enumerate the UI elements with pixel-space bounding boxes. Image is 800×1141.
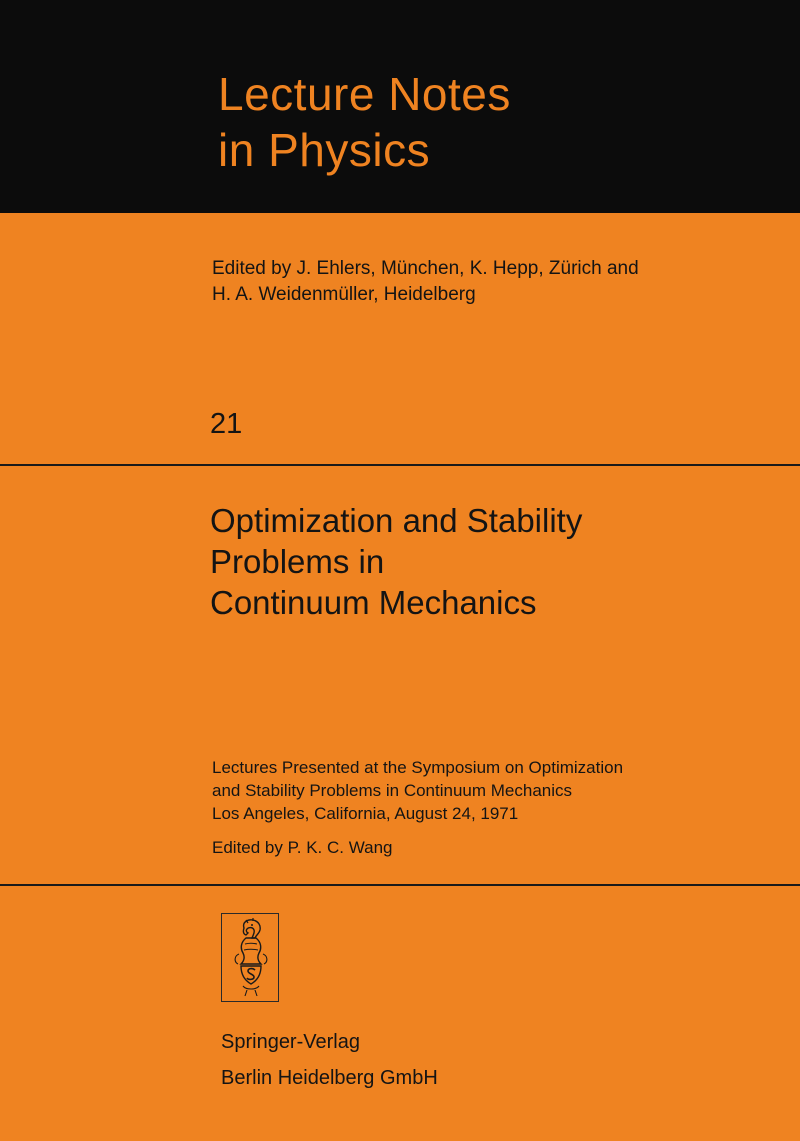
series-editors-line-1: Edited by J. Ehlers, München, K. Hepp, Zürich and: [212, 258, 639, 279]
publisher-location: Berlin Heidelberg GmbH: [221, 1067, 438, 1089]
series-editors: [212, 256, 639, 308]
series-title-line-2: in Physics: [218, 124, 431, 176]
book-title-line-1: Optimization and Stability: [210, 502, 583, 539]
series-header-band: [0, 0, 800, 213]
book-subtitle-line-3: Los Angeles, California, August 24, 1971: [212, 804, 519, 823]
series-title-line-1: Lecture Notes: [218, 68, 511, 120]
book-title-line-3: Continuum Mechanics: [210, 584, 537, 621]
book-title: [210, 500, 582, 623]
volume-number: 21: [210, 408, 243, 440]
series-title: [218, 66, 511, 178]
springer-knight-logo-graphic: [222, 914, 280, 1003]
book-title-line-2: Problems in: [210, 543, 385, 580]
book-subtitle-line-2: and Stability Problems in Continuum Mechanics: [212, 781, 573, 800]
publisher: [221, 1024, 438, 1096]
volume-editor: Edited by P. K. C. Wang: [212, 838, 393, 857]
series-editors-line-2: H. A. Weidenmüller, Heidelberg: [212, 284, 476, 305]
book-subtitle-line-1: Lectures Presented at the Symposium on Optimization: [212, 758, 624, 777]
book-subtitle: [212, 756, 623, 825]
springer-knight-logo-icon: [221, 913, 279, 1002]
publisher-name: Springer-Verlag: [221, 1031, 360, 1053]
divider-bottom: [0, 884, 800, 886]
divider-top: [0, 464, 800, 466]
